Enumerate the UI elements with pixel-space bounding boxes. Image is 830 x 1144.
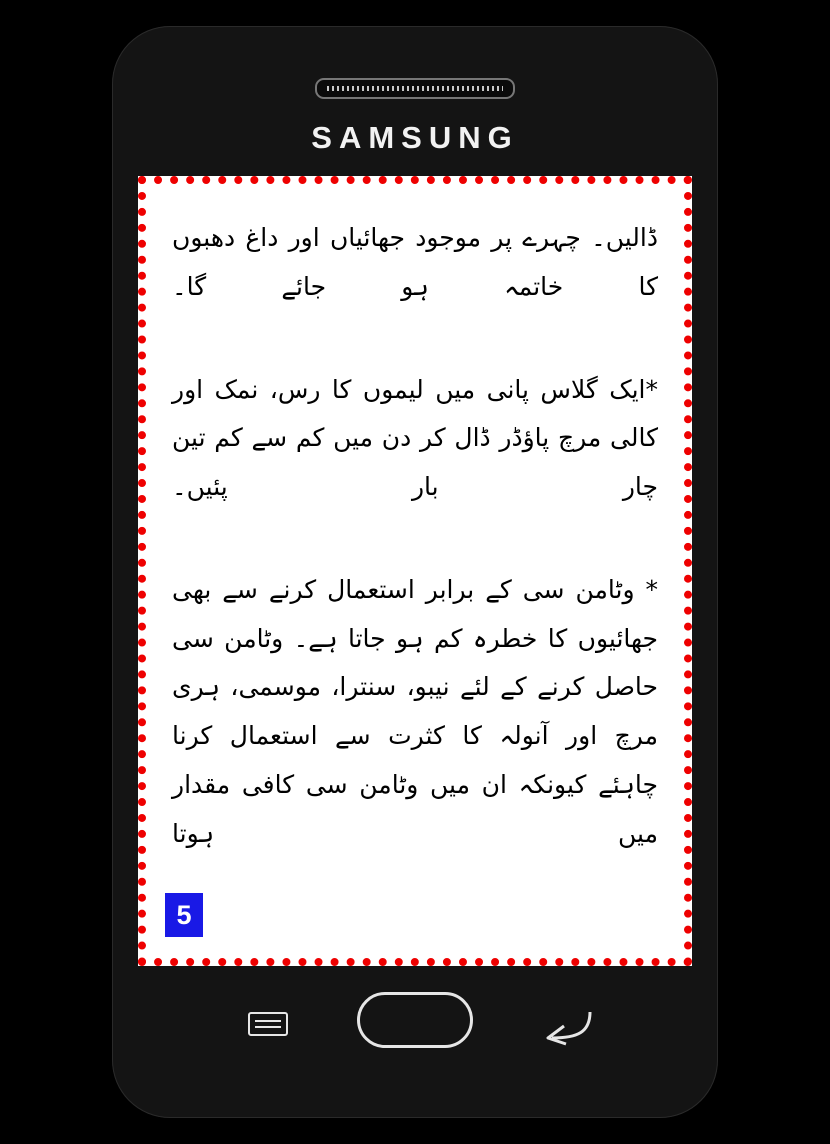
home-button[interactable] — [357, 992, 473, 1048]
page-border-frame — [138, 176, 692, 966]
speaker-dots — [327, 86, 503, 91]
speaker-grille-icon — [315, 78, 515, 99]
paragraph-1: ڈالیں۔ چہرے پر موجود جھائیاں اور داغ دھبوں کا خاتمہ ہو جائے گا۔ — [172, 223, 658, 301]
reader-page-content[interactable] — [158, 196, 672, 946]
back-button-icon[interactable] — [538, 1006, 594, 1046]
hardware-button-row — [112, 986, 718, 1066]
brand-logo: SAMSUNG — [311, 120, 519, 155]
page-number-badge[interactable]: 5 — [162, 890, 206, 940]
paragraph-2: *ایک گلاس پانی میں لیموں کا رس، نمک اور کالی مرچ پاؤڈر ڈال کر دن میں کم سے کم تین چار بار پئیں۔ — [172, 374, 658, 501]
phone-device — [112, 26, 718, 1118]
paragraph-3: * وٹامن سی کے برابر استعمال کرنے سے بھی جھائیوں کا خطرہ کم ہو جاتا ہے۔ وٹامن سی حاصل کرنے کے لئے نیبو، سنترا، موسمی، ہری مرچ اور آنولہ کا کثرت سے استعمال کرنا چاہئے کیونکہ ان میں وٹامن سی کافی مقدار میں ہوتا — [172, 574, 658, 848]
menu-button-icon[interactable] — [248, 1012, 288, 1036]
phone-display[interactable] — [138, 176, 692, 966]
